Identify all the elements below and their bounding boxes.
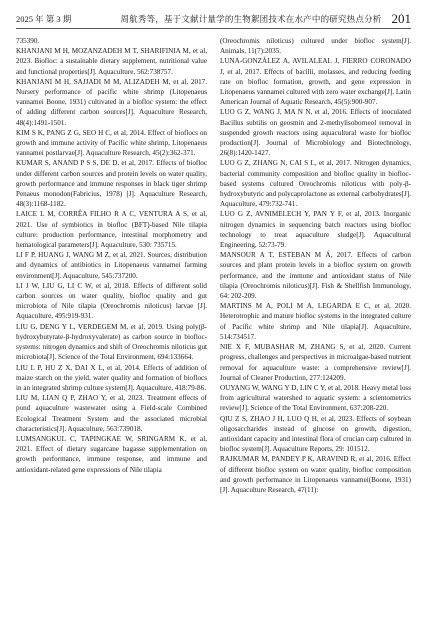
left-column: [16, 36, 207, 619]
reference-entry: LUO G Z, WANG J, MA N N, et al, 2016. Effects of inoculated Bacillus subtilis on geosmin and 2-methylisoborneol removal in suspended growth reactors using aquacultural waste for biofloc production[J]. Journal of Microbiology and Biotechnology, 26(8):1420-1427.: [220, 108, 411, 158]
reference-entry: QIU Z S, ZHAO J H, LUO Q H, et al, 2023. Effects of soybean oligosaccharides instead of glucose on growth, digestion, antioxidant capacity and intestinal flora of crucian carp cultured in biofloc system[J]. Aquaculture Reports, 29: 101512.: [220, 414, 411, 454]
reference-entry: LUO G Z, AVNIMELECH Y, PAN Y F, et al, 2013. Inorganic nitrogen dynamics in sequencing batch reactors using biofloc technology to treat aquaculture sludge[J]. Aquacultural Engineering, 52:73-79.: [220, 210, 411, 250]
running-title: 周航秀等，基于文献计量学的生物絮团技术在水产中的研究热点分析: [120, 14, 382, 24]
reference-entry: KUMAR S, ANAND P S S, DE D, et al, 2017. Effects of biofloc under different carbon sources and protein levels on water quality, growth performance and immune responses in black tiger shrimp Penaeus monodon(Fabricius, 1978) [J]. Aquaculture Research, 48(3):1168-1182.: [16, 159, 207, 209]
reference-entry: 735390.: [16, 37, 40, 45]
reference-entry: (Oreochromis niloticus) cultured under biofloc system[J]. Animals, 11(7):2035.: [220, 37, 411, 56]
reference-entry: LIU M, LIAN Q P, ZHAO Y, et al, 2023. Treatment effects of pond aquaculture wastewater using a Field-scale Combined Ecological Treatment System and the associated microbial characteristics[J]. Aquaculture, 563:739018.: [16, 394, 207, 433]
reference-entry: RAJKUMAR M, PANDEY P K, ARAVIND R, et al, 2016. Effect of different biofloc system on water quality, biofloc composition and growth performance in Litopenaeus vannamei(Boone, 1931) [J]. Aquaculture Research, 47(11):: [220, 455, 411, 494]
right-column: [220, 36, 411, 619]
reference-entry: LUMSANGKUL C, TAPINGKAE W, SRINGARM K, et al, 2021. Effect of dietary sugarcane bagasse supplementation on growth performance, immune response, and immune and antioxidant-related gene expressions of Nile tilapia: [16, 434, 207, 474]
issue-label: 2025 年 第 3 期: [16, 14, 72, 24]
reference-entry: MANSOUR A T, ESTEBAN M Á, 2017. Effects of carbon sources and plant protein levels in a biofloc system on growth performance, and the immune and antioxidant status of Nile tilapia (Oreochromis niloticus)[J]. Fish & Shellfish Immunology, 64: 202-209.: [220, 251, 411, 301]
reference-entry: LI J W, LIU G, LI C W, et al, 2018. Effects of different solid carbon sources on water quality, biofloc quality and gut microbiota of Nile tilapia (Oreochromis niloticus) larvae [J]. Aquaculture, 495:919-931.: [16, 281, 207, 321]
reference-entry: LUNA-GONZÁLEZ A, AVILALEAL J, FIERRO CORONADO J, et al, 2017. Effects of bacilli, molasses, and reducing feeding rate on biofloc formation, growth, and gene expression in Litopenaeus vannamei cultured with zero water exchange[J]. Latin American Journal of Aquatic Research, 45(5):900-907.: [220, 57, 411, 107]
reference-entry: LI F P, HUANG J, WANG M Z, et al, 2021. Sources, distribution and dynamics of antibiotics in Litopenaeus vannamei farming environment[J]. Aquaculture, 545:737200.: [16, 251, 207, 280]
reference-entry: OUYANG W, WANG Y D, LIN C Y, et al, 2018. Heavy metal loss from agricultural watershed to aquatic system: a scientometrics review[J]. Science of the Total Environment, 637:208-220.: [220, 383, 411, 413]
reference-entry: KHANJANI M H, MOZANZADEH M T, SHARIFINIA M, et al, 2023. Biofloc: a sustainable dietary supplement, nutritional value and functional properties[J]. Aquaculture, 562:738757.: [16, 47, 207, 76]
reference-entry: LUO G Z, ZHANG N, CAI S L, et al, 2017. Nitrogen dynamics, bacterial community composition and biofloc quality in biofloc-based systems cultured Oreochromis niloticus with poly-β-hydroxybutyric and polycaprolactone as external carbohydrates[J]. Aquaculture, 479:732-741.: [220, 159, 411, 209]
reference-columns: [16, 36, 411, 619]
reference-entry: NIE X F, MUBASHAR M, ZHANG S, et al, 2020. Current progress, challenges and perspectives in microalgae-based nutrient removal for aquaculture waste: a comprehensive review[J]. Journal of Cleaner Production, 277:124209.: [220, 343, 411, 382]
reference-entry: KIM S K, PANG Z G, SEO H C, et al, 2014. Effect of bioflocs on growth and immune activity of Pacific white shrimp, Litopenaeus vannamei postlarvae[J]. Aquaculture Research, 45(2):362-371.: [16, 128, 207, 158]
reference-entry: LIU L P, HU Z X, DAI X L, et al, 2014. Effects of addition of maize starch on the yield, water quality and formation of bioflocs in an integrated shrimp culture system[J]. Aquaculture, 418:79-86.: [16, 363, 207, 392]
reference-entry: KHANJANI M H, SAJJADI M M, ALIZADEH M, et al, 2017. Nursery performance of pacific white shrimp (Litopenaeus vannamei Boone, 1931) cultivated in a biofloc system: the effect of adding different carbon sources[J]. Aquaculture Research, 48(4):1491-1501.: [16, 77, 207, 127]
page-header: [16, 6, 411, 29]
reference-entry: MARTINS M A, POLI M A, LEGARDA E C, et al, 2020. Heterotrophic and mature biofloc systems in the integrated culture of Pacific white shrimp and Nile tilapia[J]. Aquaculture, 514:734517.: [220, 302, 411, 341]
reference-entry: LIU G, DENG Y L, VERDEGEM M, et al, 2019. Using poly(β-hydroxybutyrate-β-hydroxyvalerate) as carbon source in biofloc-systems: nitrogen dynamics and shift of Oreochromis niloticus gut microbiota[J]. Science of the Total Environment, 694:133664.: [16, 322, 207, 362]
page-number: 201: [391, 11, 411, 26]
reference-entry: LAICE L M, CORRÊA FILHO R A C, VENTURA A S, et al, 2021. Use of symbiotics in biofloc (BFT)-based Nile tilapia culture: production performance, intestinal morphometry and hematological parameters[J]. Aquaculture, 530: 735715.: [16, 210, 207, 250]
